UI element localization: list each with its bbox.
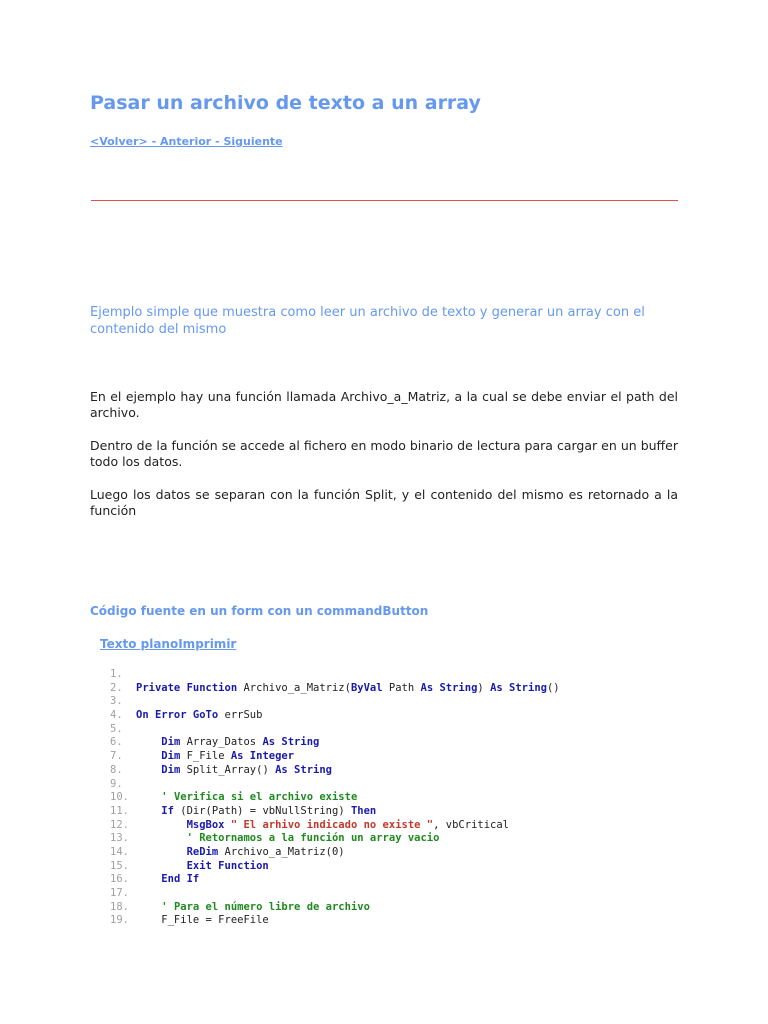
line-number: 6. [110,736,123,749]
line-number: 17. [110,887,129,899]
code-line [110,832,560,846]
code-line [110,778,560,792]
code-text [136,846,187,858]
code-text [136,873,161,885]
code-line [110,764,560,778]
code-text: , vbCritical [433,818,509,831]
line-number: 4. [110,709,123,722]
line-number: 16. [110,873,129,886]
code-line [110,750,560,764]
code-keyword: Exit Function [186,859,269,872]
code-keyword: Dim [161,750,181,763]
line-number: 13. [110,832,129,845]
code-text [136,750,161,762]
code-line [110,682,560,696]
line-number: 12. [110,818,129,831]
code-text [136,736,161,748]
code-text: Array_Datos [180,736,263,749]
code-keyword: Private Function [136,681,238,694]
code-keyword: MsgBox [186,818,225,831]
paragraph: En el ejemplo hay una función llamada Archivo_a_Matriz, a la cual se debe enviar el path del archivo. [90,389,678,420]
code-line [110,887,560,901]
line-number: 19. [110,914,129,927]
code-keyword: If [161,804,174,817]
code-line [110,914,560,928]
code-keyword: On Error GoTo [136,709,219,722]
code-line [110,695,560,709]
code-keyword: End If [161,873,200,886]
code-text: ) [477,681,491,694]
code-text: Path [382,681,421,694]
nav-separator: - [211,135,224,148]
next-link[interactable]: Siguiente [223,135,283,148]
code-text [136,860,187,872]
code-text: () [546,681,560,694]
code-text [136,805,161,817]
line-number: 2. [110,681,123,694]
code-text: (Dir(Path) = vbNullString) [173,804,351,817]
code-line [110,819,560,833]
code-text [136,791,161,803]
code-keyword: Dim [161,736,181,749]
page-title: Pasar un archivo de texto a un array [90,92,481,114]
code-keyword: As Integer [230,750,295,763]
line-number: 15. [110,859,129,872]
code-line [110,736,560,750]
code-text: Split_Array() [180,763,276,776]
line-number: 3. [110,695,123,708]
paragraph: Luego los datos se separan con la función Split, y el contenido del mismo es retornado a la función [90,487,678,518]
code-text: F_File = FreeFile [136,914,269,927]
code-toolbar [100,637,236,651]
line-number: 11. [110,804,129,817]
previous-link[interactable]: Anterior [159,135,212,148]
code-comment: ' Para el número libre de archivo [161,900,370,913]
code-text [136,901,161,913]
code-comment: ' Retornamos a la función un array vacio [186,832,440,845]
code-string: " El arhivo indicado no existe " [230,818,434,831]
paragraph: Dentro de la función se accede al fichero en modo binario de lectura para cargar en un buffer todo los datos. [90,438,678,469]
code-line [110,668,560,682]
code-comment: ' Verifica si el archivo existe [161,791,358,804]
code-line [110,709,560,723]
back-link[interactable]: <Volver> [90,135,148,148]
code-line [110,805,560,819]
code-keyword: Dim [161,763,181,776]
code-keyword: Then [350,804,377,817]
code-line [110,846,560,860]
code-text: F_File [180,750,231,763]
plain-text-link[interactable]: Texto plano [100,637,179,651]
code-text [136,832,187,844]
line-number: 14. [110,845,129,858]
line-number: 18. [110,900,129,913]
code-keyword: As String [275,763,332,776]
section-heading: Código fuente en un form con un commandButton [90,604,429,618]
code-block [110,668,560,928]
code-line [110,723,560,737]
line-number: 5. [110,722,123,735]
nav-separator: - [147,135,160,148]
page-subtitle: Ejemplo simple que muestra como leer un archivo de texto y generar un array con el contenido del mismo [90,305,645,337]
divider [91,200,678,201]
line-number: 8. [110,763,123,776]
line-number: 9. [110,777,123,790]
code-keyword: ByVal [350,681,383,694]
code-line [110,860,560,874]
code-line [110,873,560,887]
code-keyword: As String [490,681,547,694]
code-text [136,819,187,831]
code-text [136,764,161,776]
code-text: errSub [218,709,263,722]
line-number: 1. [110,668,123,680]
code-line [110,901,560,915]
line-number: 10. [110,791,129,804]
code-keyword: As String [420,681,478,694]
line-number: 7. [110,750,123,763]
nav-links [90,135,283,148]
print-link[interactable]: Imprimir [178,637,237,651]
code-text: Archivo_a_Matriz(0) [218,845,345,858]
code-keyword: As String [262,736,320,749]
code-keyword: ReDim [186,845,219,858]
code-line [110,791,560,805]
code-text: Archivo_a_Matriz( [237,681,351,694]
